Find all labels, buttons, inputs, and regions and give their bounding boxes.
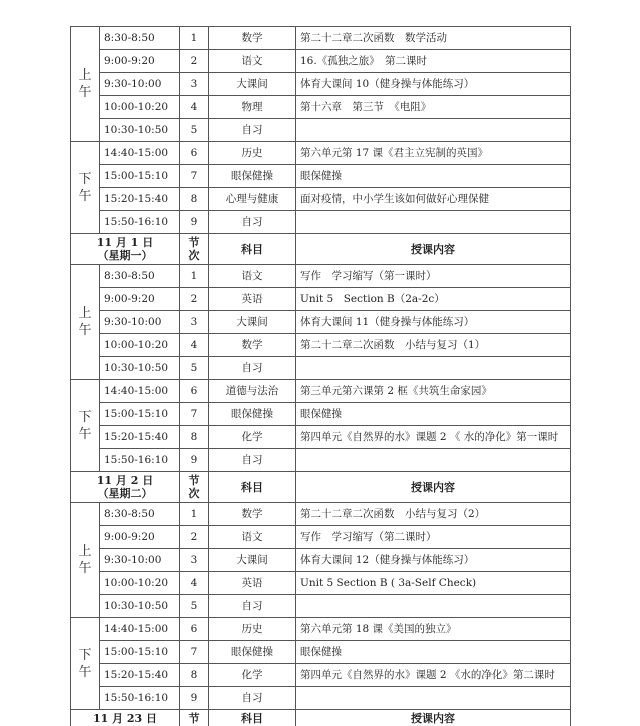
period-number-cell: 6	[180, 380, 209, 403]
period-number-cell: 3	[180, 311, 209, 334]
period-number-cell: 9	[180, 687, 209, 710]
schedule-row	[71, 403, 571, 426]
period-header-text: 节次	[189, 474, 200, 500]
content-cell	[296, 595, 571, 618]
schedule-row	[71, 142, 571, 165]
subject-cell: 自习	[209, 357, 296, 380]
day-weekday: （星期一）	[98, 249, 153, 262]
content-cell: 写作 学习缩写（第一课时）	[296, 265, 571, 288]
subject-cell: 化学	[209, 426, 296, 449]
schedule-row	[71, 526, 571, 549]
time-cell: 10:00-10:20	[100, 334, 180, 357]
session-label	[71, 380, 100, 472]
session-label	[71, 265, 100, 380]
day-header-row-partial	[71, 710, 571, 726]
schedule-table	[70, 26, 571, 726]
period-number-cell: 5	[180, 119, 209, 142]
period-number-cell: 7	[180, 165, 209, 188]
content-header-cell: 授课内容	[296, 472, 571, 503]
period-number-cell: 6	[180, 142, 209, 165]
session-label	[71, 618, 100, 710]
content-cell: 体育大课间 11（健身操与体能练习）	[296, 311, 571, 334]
period-number-cell: 1	[180, 265, 209, 288]
subject-cell: 物理	[209, 96, 296, 119]
content-cell: 第十六章 第三节 《电阻》	[296, 96, 571, 119]
subject-cell: 眼保健操	[209, 403, 296, 426]
period-number-cell: 8	[180, 664, 209, 687]
time-cell: 10:30-10:50	[100, 119, 180, 142]
period-number-cell: 4	[180, 334, 209, 357]
period-number-cell: 1	[180, 503, 209, 526]
schedule-body	[71, 27, 571, 726]
day-weekday: （星期二）	[98, 487, 153, 500]
schedule-sheet	[70, 26, 570, 726]
time-cell: 15:50-16:10	[100, 687, 180, 710]
period-number-cell: 4	[180, 96, 209, 119]
content-cell: 面对疫情，中小学生该如何做好心理保健	[296, 188, 571, 211]
time-cell: 8:30-8:50	[100, 27, 180, 50]
time-cell: 8:30-8:50	[100, 265, 180, 288]
schedule-row	[71, 687, 571, 710]
day-header-row	[71, 472, 571, 503]
content-cell: 第四单元《自然界的水》课题 2 《 水的净化》第一课时	[296, 426, 571, 449]
subject-cell: 自习	[209, 687, 296, 710]
time-cell: 15:50-16:10	[100, 211, 180, 234]
content-cell	[296, 687, 571, 710]
schedule-row	[71, 265, 571, 288]
subject-cell: 自习	[209, 449, 296, 472]
time-cell: 15:00-15:10	[100, 165, 180, 188]
subject-cell: 语文	[209, 50, 296, 73]
day-date: 11 月 1 日	[97, 236, 153, 249]
time-cell: 10:30-10:50	[100, 357, 180, 380]
subject-header-cell: 科目	[209, 472, 296, 503]
schedule-row	[71, 572, 571, 595]
time-cell: 14:40-15:00	[100, 142, 180, 165]
content-cell	[296, 211, 571, 234]
period-number-cell: 7	[180, 403, 209, 426]
schedule-row	[71, 311, 571, 334]
schedule-row	[71, 618, 571, 641]
time-cell: 9:30-10:00	[100, 311, 180, 334]
period-number-cell: 8	[180, 426, 209, 449]
time-cell: 15:20-15:40	[100, 188, 180, 211]
subject-cell: 自习	[209, 211, 296, 234]
day-header-row	[71, 234, 571, 265]
session-label-text: 上午	[79, 543, 92, 577]
session-label-text: 下午	[79, 409, 92, 443]
subject-cell: 英语	[209, 288, 296, 311]
period-number-cell: 4	[180, 572, 209, 595]
time-cell: 15:00-15:10	[100, 403, 180, 426]
period-number-cell: 6	[180, 618, 209, 641]
subject-cell: 大课间	[209, 549, 296, 572]
day-date-cell	[71, 472, 180, 503]
content-cell: 体育大课间 10（健身操与体能练习）	[296, 73, 571, 96]
time-cell: 15:20-15:40	[100, 426, 180, 449]
content-cell: 体育大课间 12（健身操与体能练习）	[296, 549, 571, 572]
schedule-row	[71, 73, 571, 96]
content-cell: 第三单元第六课第 2 框《共筑生命家园》	[296, 380, 571, 403]
content-cell: 第六单元第 18 课《美国的独立》	[296, 618, 571, 641]
schedule-row	[71, 641, 571, 664]
period-header-cell	[180, 234, 209, 265]
time-cell: 9:30-10:00	[100, 73, 180, 96]
subject-cell: 历史	[209, 618, 296, 641]
period-number-cell: 5	[180, 357, 209, 380]
content-cell: 第二十二章二次函数 数学活动	[296, 27, 571, 50]
period-number-cell: 2	[180, 50, 209, 73]
schedule-row	[71, 188, 571, 211]
content-cell: 第六单元第 17 课《君主立宪制的英国》	[296, 142, 571, 165]
schedule-row	[71, 211, 571, 234]
period-number-cell: 3	[180, 549, 209, 572]
session-label-text: 下午	[79, 171, 92, 205]
day-date-cell	[71, 234, 180, 265]
time-cell: 15:20-15:40	[100, 664, 180, 687]
time-cell: 8:30-8:50	[100, 503, 180, 526]
period-number-cell: 7	[180, 641, 209, 664]
content-cell	[296, 119, 571, 142]
content-cell: Unit 5 Section B ( 3a-Self Check)	[296, 572, 571, 595]
period-number-cell: 9	[180, 211, 209, 234]
subject-header-cell: 科目	[209, 710, 296, 726]
time-cell: 9:00-9:20	[100, 50, 180, 73]
subject-cell: 英语	[209, 572, 296, 595]
subject-cell: 历史	[209, 142, 296, 165]
period-number-cell: 8	[180, 188, 209, 211]
content-cell: Unit 5 Section B（2a-2c）	[296, 288, 571, 311]
content-header-cell: 授课内容	[296, 710, 571, 726]
time-cell: 10:30-10:50	[100, 595, 180, 618]
period-number-cell: 9	[180, 449, 209, 472]
content-header-cell: 授课内容	[296, 234, 571, 265]
subject-cell: 道德与法治	[209, 380, 296, 403]
period-number-cell: 3	[180, 73, 209, 96]
time-cell: 9:30-10:00	[100, 549, 180, 572]
subject-cell: 语文	[209, 526, 296, 549]
schedule-row	[71, 165, 571, 188]
period-number-cell: 2	[180, 288, 209, 311]
schedule-row	[71, 50, 571, 73]
schedule-row	[71, 549, 571, 572]
time-cell: 15:00-15:10	[100, 641, 180, 664]
schedule-row	[71, 334, 571, 357]
subject-cell: 心理与健康	[209, 188, 296, 211]
subject-cell: 自习	[209, 119, 296, 142]
time-cell: 14:40-15:00	[100, 618, 180, 641]
content-cell: 第二十二章二次函数 小结与复习（2）	[296, 503, 571, 526]
time-cell: 10:00-10:20	[100, 96, 180, 119]
session-label-text: 上午	[79, 67, 92, 101]
schedule-row	[71, 288, 571, 311]
content-cell: 眼保健操	[296, 641, 571, 664]
period-header-text: 节次	[189, 236, 200, 262]
content-cell: 眼保健操	[296, 403, 571, 426]
day-date: 11 月 2 日	[97, 474, 153, 487]
time-cell: 10:00-10:20	[100, 572, 180, 595]
period-number-cell: 5	[180, 595, 209, 618]
subject-cell: 眼保健操	[209, 165, 296, 188]
period-number-cell: 1	[180, 27, 209, 50]
period-header-cell: 节	[180, 710, 209, 726]
schedule-row	[71, 664, 571, 687]
subject-cell: 眼保健操	[209, 641, 296, 664]
time-cell: 9:00-9:20	[100, 526, 180, 549]
subject-header-cell: 科目	[209, 234, 296, 265]
session-label-text: 下午	[79, 647, 92, 681]
session-label	[71, 27, 100, 142]
content-cell: 第二十二章二次函数 小结与复习（1）	[296, 334, 571, 357]
schedule-row	[71, 595, 571, 618]
content-cell	[296, 357, 571, 380]
subject-cell: 数学	[209, 27, 296, 50]
schedule-row	[71, 96, 571, 119]
period-header-cell	[180, 472, 209, 503]
schedule-row	[71, 503, 571, 526]
content-cell: 写作 学习缩写（第二课时）	[296, 526, 571, 549]
schedule-row	[71, 380, 571, 403]
time-cell: 15:50-16:10	[100, 449, 180, 472]
content-cell: 16.《孤独之旅》 第二课时	[296, 50, 571, 73]
subject-cell: 自习	[209, 595, 296, 618]
session-label-text: 上午	[79, 305, 92, 339]
session-label	[71, 503, 100, 618]
time-cell: 9:00-9:20	[100, 288, 180, 311]
schedule-row	[71, 449, 571, 472]
subject-cell: 数学	[209, 334, 296, 357]
subject-cell: 语文	[209, 265, 296, 288]
content-cell: 眼保健操	[296, 165, 571, 188]
schedule-row	[71, 357, 571, 380]
content-cell	[296, 449, 571, 472]
schedule-row	[71, 426, 571, 449]
time-cell: 14:40-15:00	[100, 380, 180, 403]
schedule-row	[71, 119, 571, 142]
schedule-row	[71, 27, 571, 50]
subject-cell: 大课间	[209, 311, 296, 334]
subject-cell: 数学	[209, 503, 296, 526]
content-cell: 第四单元《自然界的水》课题 2 《水的净化》第二课时	[296, 664, 571, 687]
session-label	[71, 142, 100, 234]
subject-cell: 化学	[209, 664, 296, 687]
subject-cell: 大课间	[209, 73, 296, 96]
period-number-cell: 2	[180, 526, 209, 549]
day-date-cell: 11 月 23 日	[71, 710, 180, 726]
